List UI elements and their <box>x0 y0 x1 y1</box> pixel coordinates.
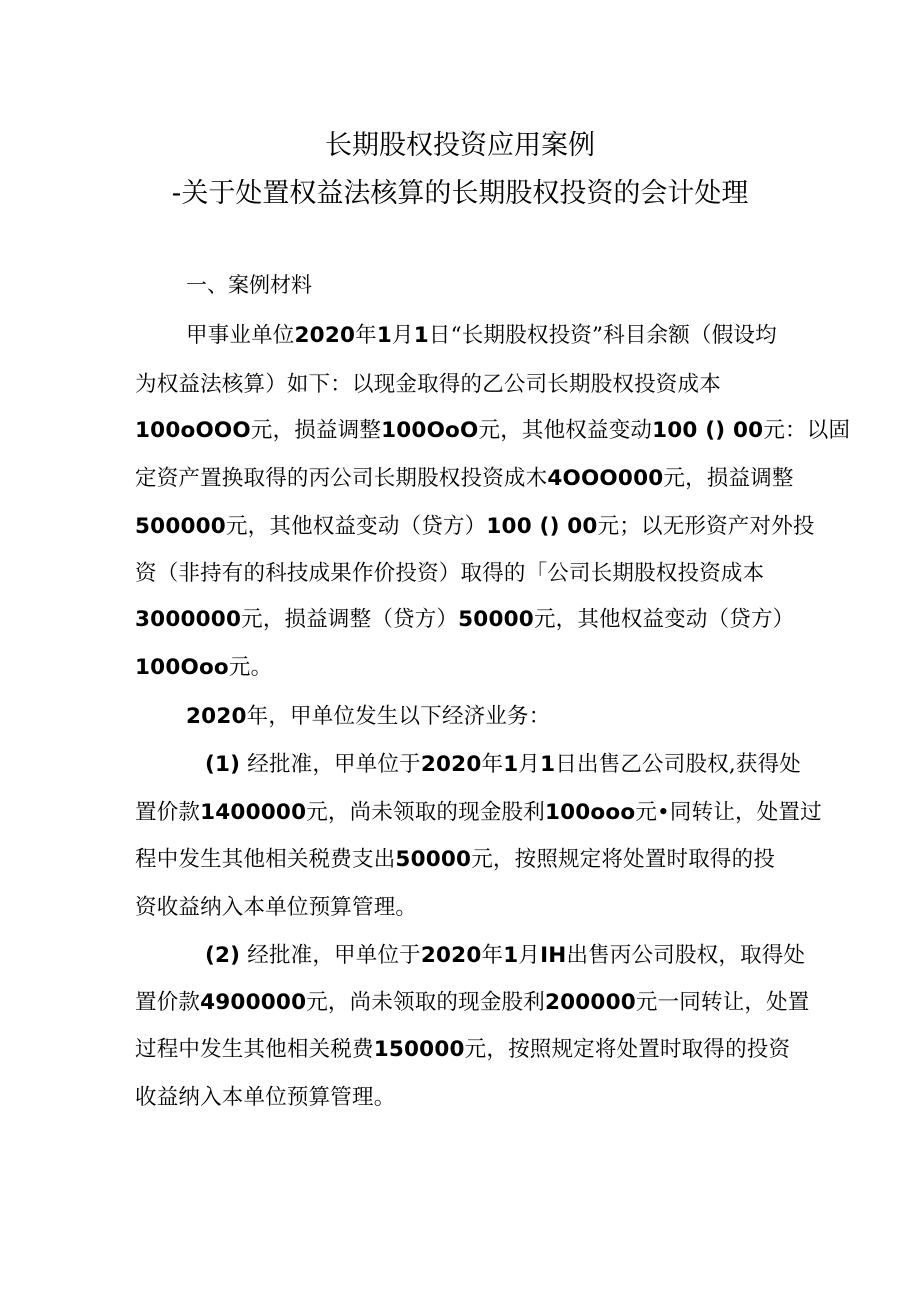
text-line: 为权益法核算）如下：以现金取得的乙公司长期股权投资成本 <box>135 372 721 397</box>
section-heading: 一、案例材料 <box>186 273 312 297</box>
text-line: 过程中发生其他相关税费150000元，按照规定将处置时取得的投资 <box>135 1037 791 1062</box>
document-title: 长期股权投资应用案例 <box>325 130 595 161</box>
document-subtitle: -关于处置权益法核算的长期股权投资的会计处理 <box>171 178 749 209</box>
text-line: 定资产置换取得的丙公司长期股权投资成木4OOO000元，损益调整 <box>135 466 794 491</box>
text-line: 置价款1400000元，尚未领取的现金股利100ooo元•同转让，处置过 <box>135 800 822 825</box>
text-line: 100Ooo元。 <box>135 655 273 680</box>
text-line: 3000000元，损益调整（贷方）50000元，其他权益变动（贷方） <box>135 607 795 632</box>
text-line: (2) 经批准，甲单位于2020年1月IH出售丙公司股权，取得处 <box>205 943 806 968</box>
paragraph-business-intro: 2020年，甲单位发生以下经济业务： <box>186 704 551 729</box>
text-line: 资收益纳入本单位预算管理。 <box>135 895 418 920</box>
text-line: 程中发生其他相关税费支出50000元，按照规定将处置时取得的投 <box>135 847 776 872</box>
text-line: 资（非持有的科技成果作价投资）取得的「公司长期股权投资成本 <box>135 561 765 586</box>
text-line: 甲事业单位2020年1月1日“长期股权投资”科目余额（假设均 <box>186 323 777 348</box>
text-line: (1) 经批准，甲单位于2020年1月1日出售乙公司股权,获得处 <box>205 752 801 777</box>
text-line: 500000元，其他权益变动（贷方）100 () 00元；以无形资产对外投 <box>135 514 815 539</box>
text-line: 100oOOO元，损益调整100OoO元，其他权益变动100 () 00元：以固 <box>135 418 851 443</box>
text-line: 收益纳入本单位预算管理。 <box>135 1085 396 1110</box>
text-line: 置价款4900000元，尚未领取的现金股利200000元一同转让，处置 <box>135 990 810 1015</box>
